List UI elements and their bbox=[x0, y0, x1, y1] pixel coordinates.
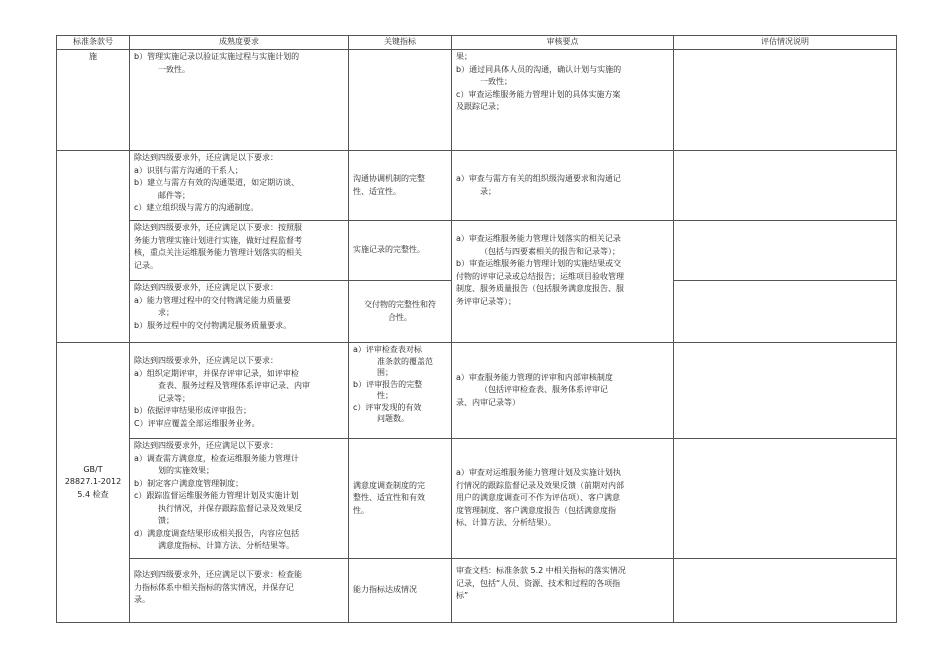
requirement-line: 除达到四级要求外，还应满足以下要求： bbox=[134, 153, 278, 162]
requirement-cell bbox=[130, 151, 349, 221]
header-clause: 标准条款号 bbox=[57, 36, 130, 50]
audit-line: （包括评审检查表、服务体系评审记 bbox=[480, 385, 608, 395]
requirement-line: a）调查需方满意度，检查运维服务能力管理计 bbox=[134, 453, 299, 463]
requirement-line: 务能力管理实施计划进行实施，做好过程监督考 bbox=[134, 235, 302, 245]
audit-line: 制度、服务质量报告（包括服务满意度报告、服 bbox=[456, 284, 624, 293]
kpi-line: 整性、适宜性和有效 bbox=[353, 493, 425, 503]
table-row bbox=[57, 559, 897, 623]
audit-line: a）审查服务能力管理的评审和内部审核制度 bbox=[456, 372, 613, 382]
audit-line: 录、内审记录等） bbox=[456, 397, 520, 407]
requirement-cell bbox=[130, 559, 349, 623]
requirement-line: a）能力管理过程中的交付物满足能力质量要 bbox=[134, 295, 291, 305]
audit-line: a）审查与需方有关的组织级沟通要求和沟通记 bbox=[456, 174, 621, 183]
requirement-line: 馈； bbox=[158, 516, 174, 525]
header-audit: 审核要点 bbox=[452, 36, 674, 50]
requirement-line: 满意度指标、计算方法、分析结果等。 bbox=[158, 541, 294, 550]
requirement-line: 力指标体系中相关指标的落实情况，并保存记 bbox=[134, 582, 294, 592]
requirement-line: c）跟踪监督运维服务能力管理计划及实施计划 bbox=[134, 491, 299, 500]
kpi-line: 实施记录的完整性。 bbox=[353, 245, 425, 255]
kpi-line: 问题数。 bbox=[377, 414, 409, 423]
kpi-line: 性、适宜性。 bbox=[353, 186, 401, 196]
audit-line: 用户的满意度调查可不作为评估项）、客户满意 bbox=[456, 493, 620, 503]
audit-cell bbox=[452, 439, 674, 559]
kpi-line: 合性。 bbox=[388, 312, 412, 322]
requirement-line: b）建立与需方有效的沟通渠道，如定期访谈、 bbox=[134, 178, 300, 187]
requirement-line: 除达到四级要求外，还应满足以下要求： bbox=[134, 283, 278, 292]
requirement-line: 除达到四级要求外，还应满足以下要求：检查能 bbox=[134, 570, 302, 579]
header-evaluation: 评估情况说明 bbox=[674, 36, 897, 50]
requirement-cell bbox=[130, 439, 349, 559]
clause-cell bbox=[57, 50, 130, 151]
header-requirement: 成熟度要求 bbox=[130, 36, 349, 50]
audit-line: （包括与四要素相关的报告和记录等）； bbox=[480, 246, 620, 256]
clause-cell bbox=[57, 221, 130, 281]
audit-line: b）审查运维服务能力管理计划的实施结果或交 bbox=[456, 259, 622, 268]
kpi-line: b）评审报告的完整 bbox=[353, 379, 423, 389]
requirement-line: d）满意度调查结果形成相关报告，内容应包括 bbox=[134, 528, 300, 538]
audit-line: 标、计算方法、分析结果）。 bbox=[456, 518, 556, 528]
kpi-cell bbox=[349, 281, 452, 343]
requirement-cell bbox=[130, 343, 349, 439]
requirement-cell bbox=[130, 221, 349, 281]
kpi-line: 准条款的覆盖范 bbox=[377, 356, 433, 366]
evaluation-cell bbox=[674, 221, 897, 281]
audit-line: c）审查运维服务能力管理计划的具体实施方案 bbox=[456, 89, 621, 99]
table-row bbox=[57, 343, 897, 439]
kpi-cell bbox=[349, 559, 452, 623]
requirement-line: 录。 bbox=[134, 595, 150, 604]
kpi-line: 性； bbox=[377, 391, 393, 400]
requirement-line: b）管理实施记录以验证实施过程与实施计划的 bbox=[134, 52, 300, 61]
kpi-line: 满意度调查制度的完 bbox=[353, 480, 425, 490]
requirement-line: a）识别与需方沟通的干系人； bbox=[134, 165, 243, 175]
kpi-line: c）评审发现的有效 bbox=[353, 402, 422, 412]
kpi-cell bbox=[349, 221, 452, 281]
audit-line: 度管理制度、客户满意度报告（包括满意度指 bbox=[456, 505, 616, 515]
kpi-cell bbox=[349, 151, 452, 221]
audit-criteria-table bbox=[56, 35, 897, 623]
requirement-line: 划的实施效果； bbox=[158, 466, 214, 475]
requirement-line: 除达到四级要求外，还应满足以下要求： bbox=[134, 441, 278, 450]
requirement-line: 记录。 bbox=[134, 260, 158, 270]
clause-cell bbox=[57, 343, 130, 623]
audit-line: 行情况的跟踪监督记录及效果反馈（前期对内部 bbox=[456, 480, 624, 490]
kpi-cell bbox=[349, 439, 452, 559]
audit-line: 审查文档：标准条款 5.2 中相关指标的落实情况 bbox=[456, 566, 626, 575]
requirement-line: 一致性。 bbox=[158, 64, 190, 74]
audit-line: 一致性； bbox=[480, 77, 512, 86]
audit-cell bbox=[452, 151, 674, 221]
audit-line: a）审查运维服务能力管理计划落实的相关记录 bbox=[456, 234, 621, 243]
requirement-line: 记录等； bbox=[158, 393, 190, 403]
audit-cell bbox=[452, 221, 674, 343]
requirement-line: 除达到四级要求外，还应满足以下要求：按照服 bbox=[134, 223, 302, 232]
requirement-line: 邮件等； bbox=[158, 190, 190, 200]
table-row bbox=[57, 50, 897, 151]
requirement-line: b）制定客户满意度管理制度； bbox=[134, 478, 244, 488]
clause-line: 28827.1-2012 bbox=[64, 477, 122, 487]
requirement-line: 执行情况，并保存跟踪监督记录及效果反 bbox=[158, 503, 302, 513]
audit-line: 付物的评审记录或总结报告；运维项目验收管理 bbox=[456, 271, 624, 281]
clause-cell bbox=[57, 281, 130, 343]
audit-line: 记录，包括“人员、资源、技术和过程的各项指 bbox=[456, 578, 621, 588]
audit-line: 录； bbox=[480, 186, 496, 196]
requirement-line: 求； bbox=[158, 308, 174, 317]
evaluation-cell bbox=[674, 559, 897, 623]
requirement-line: b）服务过程中的交付物满足服务质量要求。 bbox=[134, 320, 292, 330]
requirement-line: 核，重点关注运维服务能力管理计划落实的相关 bbox=[134, 248, 302, 257]
table-row bbox=[57, 221, 897, 281]
requirement-line: b）依据评审结果形成评审报告； bbox=[134, 406, 252, 415]
clause-text: 施 bbox=[89, 52, 97, 61]
audit-cell bbox=[452, 343, 674, 439]
requirement-line: 除达到四级要求外，还应满足以下要求： bbox=[134, 356, 278, 365]
requirement-line: C）评审应覆盖全部运维服务业务。 bbox=[134, 418, 260, 428]
kpi-line: 能力指标达成情况 bbox=[353, 585, 417, 595]
clause-line: GB/T bbox=[83, 464, 103, 474]
requirement-cell bbox=[130, 281, 349, 343]
audit-line: 务评审记录等）； bbox=[456, 296, 516, 306]
requirement-line: c）建立组织级与需方的沟通制度。 bbox=[134, 203, 259, 212]
requirement-line: a）组织定期评审，并保存评审记录，如评审检 bbox=[134, 368, 299, 378]
evaluation-cell bbox=[674, 439, 897, 559]
header-kpi: 关键指标 bbox=[349, 36, 452, 50]
evaluation-cell bbox=[674, 281, 897, 343]
requirement-line: 查表、服务过程及管理体系评审记录、内审 bbox=[158, 381, 310, 390]
clause-line: 5.4 检查 bbox=[77, 489, 109, 499]
table-row bbox=[57, 151, 897, 221]
audit-line: 标” bbox=[456, 591, 469, 600]
kpi-line: 交付物的完整性和符 bbox=[364, 300, 436, 309]
audit-line: a）审查对运维服务能力管理计划及实施计划执 bbox=[456, 468, 621, 478]
audit-line: 果； bbox=[456, 52, 472, 61]
kpi-cell bbox=[349, 343, 452, 439]
requirement-cell bbox=[130, 50, 349, 151]
table-row bbox=[57, 439, 897, 559]
audit-line: b）通过同具体人员的沟通，确认计划与实施的 bbox=[456, 64, 622, 74]
evaluation-cell bbox=[674, 151, 897, 221]
audit-cell bbox=[452, 559, 674, 623]
standards-table-page bbox=[56, 35, 896, 623]
kpi-line: 性。 bbox=[353, 505, 369, 515]
audit-line: 及跟踪记录； bbox=[456, 102, 504, 111]
clause-cell bbox=[57, 151, 130, 221]
kpi-line: 沟通协调机制的完整 bbox=[353, 174, 425, 183]
kpi-line: 围； bbox=[377, 368, 393, 377]
table-header-row bbox=[57, 36, 897, 50]
evaluation-cell bbox=[674, 343, 897, 439]
kpi-line: a）评审检查表对标 bbox=[353, 345, 422, 354]
kpi-cell bbox=[349, 50, 452, 151]
audit-cell bbox=[452, 50, 674, 151]
evaluation-cell bbox=[674, 50, 897, 151]
